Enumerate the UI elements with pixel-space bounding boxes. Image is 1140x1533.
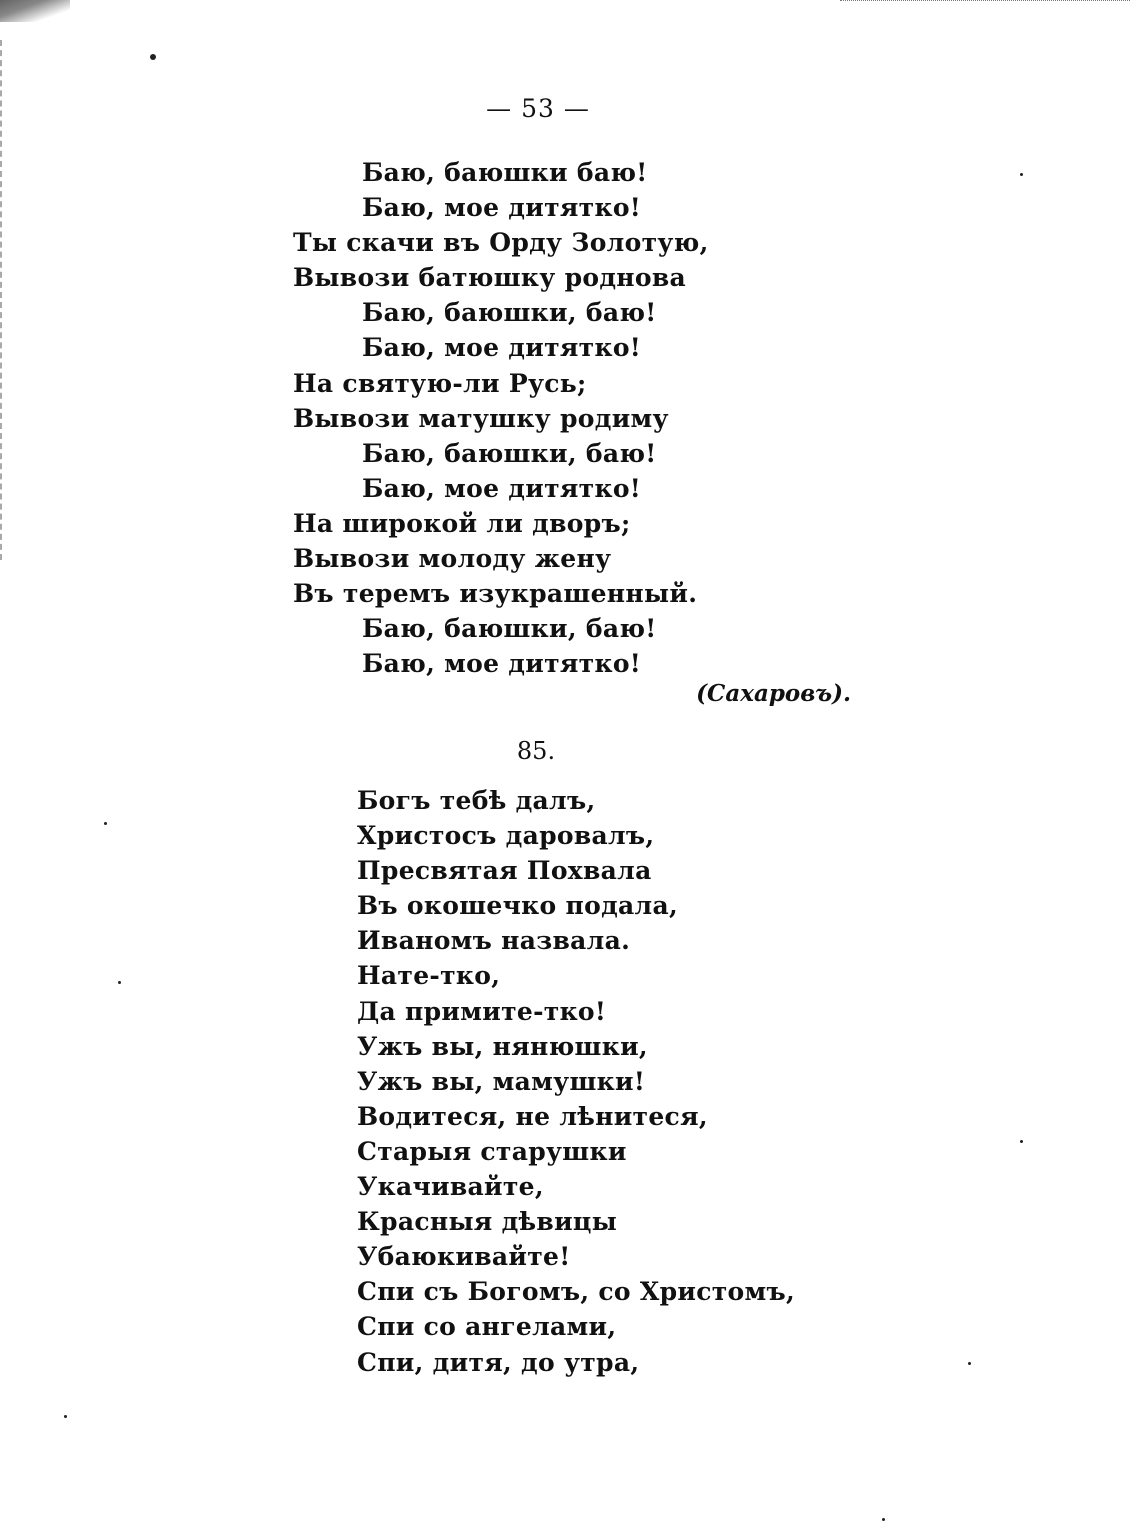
poem-line: Баю, мое дитятко! <box>362 473 642 503</box>
poem-line: Красныя дѣвицы <box>357 1207 618 1237</box>
poem-line: На святую-ли Русь; <box>293 368 587 398</box>
poem-line: Водитеся, не лѣнитеся, <box>357 1101 708 1131</box>
poem-line: Вывози молоду жену <box>293 544 612 574</box>
scan-speck <box>150 54 156 60</box>
poem-line: Спи, дитя, до утра, <box>357 1347 640 1377</box>
scan-speck <box>1020 173 1023 176</box>
poem-line: Баю, баюшки баю! <box>362 158 648 187</box>
poem-85 <box>357 783 795 1380</box>
scan-top-edge <box>840 0 1130 3</box>
poem-line: Убаюкивайте! <box>357 1242 571 1272</box>
poem-line: Баю, мое дитятко! <box>362 649 642 679</box>
poem-line: Въ окошечко подала, <box>357 891 678 921</box>
poem-line: Въ теремъ изукрашенный. <box>293 579 698 609</box>
poem-line: Укачивайте, <box>357 1172 544 1202</box>
scan-edge-smudge <box>0 0 70 22</box>
scan-speck <box>968 1362 971 1365</box>
poem-line: Баю, мое дитятко! <box>362 193 642 223</box>
poem-line: На широкой ли дворъ; <box>293 508 631 538</box>
poem-line: Баю, баюшки, баю! <box>362 298 657 328</box>
scan-speck <box>64 1415 67 1418</box>
poem-line: Баю, баюшки, баю! <box>362 614 657 644</box>
poem-line: Ужъ вы, нянюшки, <box>357 1031 648 1061</box>
poem-line: Вывози батюшку роднова <box>293 263 687 293</box>
poem-line: Спи съ Богомъ, со Христомъ, <box>357 1277 795 1307</box>
page-number: — 53 — <box>486 94 590 123</box>
poem-line: Иваномъ назвала. <box>357 926 631 956</box>
poem-line: Старыя старушки <box>357 1136 627 1166</box>
poem-84 <box>293 155 709 681</box>
poem-line: Баю, баюшки, баю! <box>362 438 657 468</box>
poem-line: Пресвятая Похвала <box>357 856 652 886</box>
scan-speck <box>1020 1140 1023 1143</box>
poem-line: Вывози матушку родиму <box>293 403 669 433</box>
poem-line: Баю, мое дитятко! <box>362 333 642 363</box>
poem-line: Богъ тебѣ далъ, <box>357 786 596 815</box>
scan-speck <box>882 1518 885 1521</box>
attribution: (Сахаровъ). <box>696 680 851 707</box>
poem-line: Христосъ даровалъ, <box>357 821 655 851</box>
poem-line: Да примите-тко! <box>357 996 607 1026</box>
scan-speck <box>118 981 121 984</box>
poem-number: 85. <box>516 737 556 765</box>
poem-line: Ужъ вы, мамушки! <box>357 1066 646 1096</box>
scan-speck <box>104 822 107 825</box>
poem-line: Спи со ангелами, <box>357 1312 617 1342</box>
poem-line: Ты скачи въ Орду Золотую, <box>293 228 709 258</box>
poem-line: Нате-тко, <box>357 961 501 991</box>
